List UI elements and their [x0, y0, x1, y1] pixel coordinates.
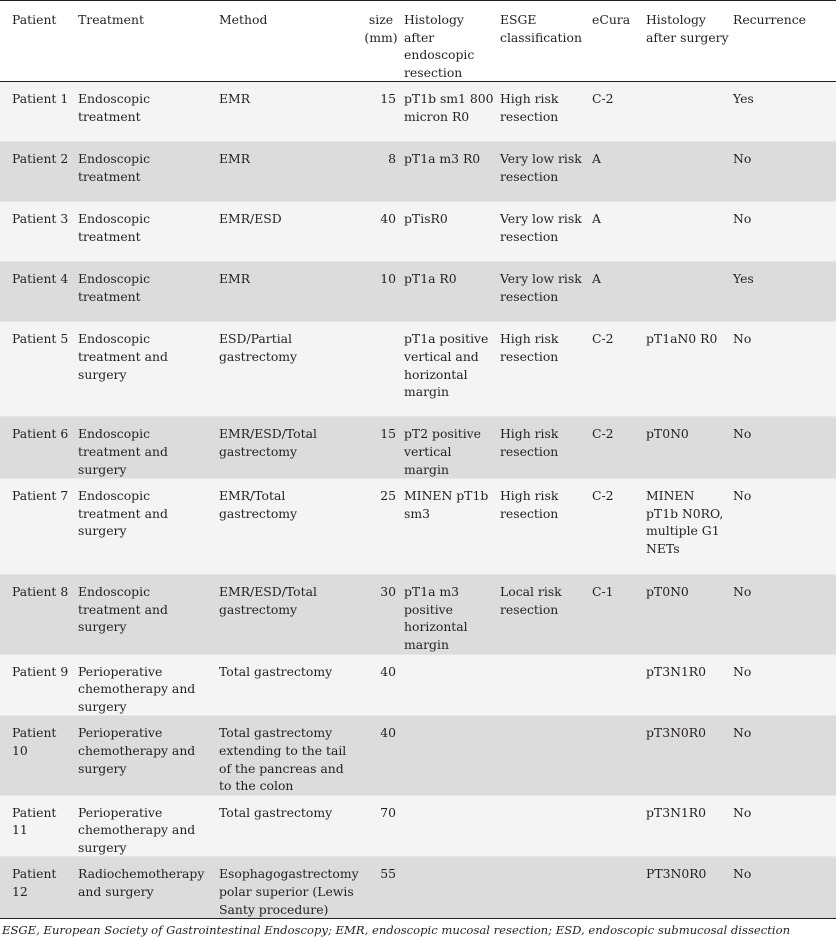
cell-treatment: Endoscopic treatment and surgery — [78, 584, 168, 635]
cell-size: 40 — [380, 663, 396, 679]
cell-histology-endoscopic: pT1a m3 R0 — [404, 151, 481, 167]
cell-patient: Patient 4 — [12, 271, 69, 287]
table-row — [0, 479, 836, 575]
table-row — [0, 575, 836, 654]
cell-size: 25 — [380, 488, 396, 504]
cell-method: Total gastrectomy — [219, 663, 333, 679]
header-method: Method — [219, 12, 268, 27]
cell-ecura: A — [592, 271, 601, 287]
cell-histology-endoscopic: pT1a R0 — [404, 271, 457, 287]
cell-size: 70 — [380, 804, 396, 820]
cell-esge-classification: High risk resection — [500, 331, 559, 364]
header-esge-classification: ESGE classification — [500, 12, 582, 45]
cell-histology-endoscopic: pTisR0 — [404, 211, 448, 227]
cell-ecura: C-2 — [592, 91, 614, 107]
cell-ecura: C-1 — [592, 584, 614, 600]
cell-treatment: Radiochemotherapy and surgery — [78, 866, 205, 900]
cell-method: Total gastrectomy — [219, 804, 333, 820]
cell-patient: Patient 8 — [12, 584, 69, 600]
cell-histology-surgery: pT3N1R0 — [646, 804, 707, 820]
cell-histology-endoscopic: pT1a m3 positive horizontal margin — [404, 584, 468, 652]
cell-ecura — [592, 654, 646, 716]
cell-histology-surgery — [646, 142, 733, 202]
cell-treatment: Endoscopic treatment — [78, 271, 151, 304]
cell-recurrence: No — [733, 584, 752, 600]
cell-ecura — [592, 795, 646, 857]
cell-ecura: C-2 — [592, 426, 614, 442]
cell-patient: Patient 7 — [12, 488, 69, 504]
header-recurrence: Recurrence — [733, 12, 807, 27]
cell-size: 15 — [380, 426, 396, 442]
cell-histology-surgery: PT3N0R0 — [646, 866, 707, 882]
cell-patient: Patient 2 — [12, 151, 69, 167]
cell-ecura — [592, 716, 646, 795]
cell-size: 40 — [380, 725, 396, 741]
cell-method: EMR — [219, 151, 251, 167]
table-row — [0, 82, 836, 142]
cell-size: 10 — [380, 271, 396, 287]
cell-histology-surgery: pT1aN0 R0 — [646, 331, 718, 347]
header-ecura: eCura — [592, 12, 631, 27]
cell-patient: Patient 5 — [12, 331, 69, 347]
cell-treatment: Endoscopic treatment and surgery — [78, 488, 168, 539]
cell-histology-surgery: pT3N1R0 — [646, 663, 707, 679]
cell-esge-classification: High risk resection — [500, 488, 559, 521]
cell-method: EMR/ESD/Total gastrectomy — [219, 426, 317, 459]
header-histology-surgery: Histology after surgery — [646, 12, 729, 45]
cell-method: EMR/ESD — [219, 211, 282, 227]
cell-method: EMR — [219, 271, 251, 287]
cell-esge-classification — [500, 716, 592, 795]
cell-size: 30 — [380, 584, 396, 600]
cell-patient: Patient 1 — [12, 91, 69, 107]
table-row — [0, 142, 836, 202]
cell-method: Total gastrectomy extending to the tail of the pancreas and to the colon — [219, 725, 347, 794]
table-row — [0, 716, 836, 795]
cell-ecura — [592, 857, 646, 919]
cell-method: Esophagogastrectomy polar superior (Lewis Santy procedure) — [219, 866, 359, 917]
header-size: size (mm) — [364, 12, 398, 45]
header-histology-endoscopic: Histology after endoscopic resection — [404, 12, 475, 80]
table-row — [0, 202, 836, 262]
cell-recurrence: Yes — [733, 91, 754, 107]
cell-recurrence: No — [733, 151, 752, 167]
cell-treatment: Perioperative chemotherapy and surgery — [78, 804, 196, 855]
cell-method: EMR — [219, 91, 251, 107]
table-row — [0, 654, 836, 716]
cell-treatment: Endoscopic treatment — [78, 91, 151, 124]
cell-size: 55 — [380, 866, 396, 882]
cell-patient: Patient 9 — [12, 663, 69, 679]
cell-size — [364, 322, 404, 417]
cell-treatment: Endoscopic treatment — [78, 151, 151, 184]
cell-ecura: A — [592, 151, 601, 167]
cell-histology-surgery: pT3N0R0 — [646, 725, 707, 741]
cell-histology-surgery: MINEN pT1b N0RO, multiple G1 NETs — [646, 488, 724, 556]
cell-size: 8 — [388, 151, 396, 167]
cell-histology-endoscopic: pT1a positive vertical and horizontal margin — [404, 331, 489, 400]
cell-recurrence: No — [733, 663, 752, 679]
header-patient: Patient — [12, 12, 57, 27]
table-body — [0, 82, 836, 919]
cell-esge-classification: Very low risk resection — [500, 211, 582, 244]
cell-recurrence: No — [733, 804, 752, 820]
cell-esge-classification — [500, 654, 592, 716]
cell-recurrence: No — [733, 426, 752, 442]
cell-treatment: Endoscopic treatment and surgery — [78, 426, 168, 477]
table-row — [0, 795, 836, 857]
cell-patient: Patient 11 — [12, 804, 57, 838]
cell-esge-classification — [500, 857, 592, 919]
cell-recurrence: No — [733, 211, 752, 227]
cell-recurrence: No — [733, 488, 752, 504]
cell-patient: Patient 6 — [12, 426, 69, 442]
cell-recurrence: No — [733, 331, 752, 347]
cell-ecura: C-2 — [592, 331, 614, 347]
cell-histology-endoscopic — [404, 795, 500, 857]
cell-recurrence: No — [733, 866, 752, 882]
table-row — [0, 417, 836, 479]
cell-size: 40 — [380, 211, 396, 227]
cell-esge-classification: Very low risk resection — [500, 151, 582, 184]
cell-method: EMR/Total gastrectomy — [219, 488, 298, 521]
cell-esge-classification: High risk resection — [500, 426, 559, 459]
cell-histology-surgery — [646, 262, 733, 322]
cell-histology-endoscopic: pT1b sm1 800 micron R0 — [404, 91, 494, 124]
cell-method: ESD/Partial gastrectomy — [219, 331, 298, 364]
cell-histology-endoscopic: MINEN pT1b sm3 — [404, 488, 489, 521]
cell-histology-surgery — [646, 82, 733, 142]
cell-histology-endoscopic — [404, 654, 500, 716]
cell-histology-endoscopic: pT2 positive vertical margin — [404, 426, 482, 477]
cell-histology-surgery: pT0N0 — [646, 426, 689, 442]
table-row — [0, 262, 836, 322]
cell-ecura: C-2 — [592, 488, 614, 504]
cell-histology-surgery: pT0N0 — [646, 584, 689, 600]
cell-esge-classification: Local risk resection — [500, 584, 562, 617]
cell-recurrence: Yes — [733, 271, 754, 287]
cell-method: EMR/ESD/Total gastrectomy — [219, 584, 317, 617]
cell-patient: Patient 3 — [12, 211, 69, 227]
cell-patient: Patient 12 — [12, 866, 57, 900]
cell-treatment: Endoscopic treatment — [78, 211, 151, 244]
header-treatment: Treatment — [78, 12, 144, 27]
table-row — [0, 322, 836, 417]
cell-esge-classification: Very low risk resection — [500, 271, 582, 304]
cell-ecura: A — [592, 211, 601, 227]
cell-treatment: Perioperative chemotherapy and surgery — [78, 725, 196, 776]
cell-esge-classification — [500, 795, 592, 857]
cell-histology-surgery — [646, 202, 733, 262]
cell-esge-classification: High risk resection — [500, 91, 559, 124]
header-row — [0, 1, 836, 82]
cell-recurrence: No — [733, 725, 752, 741]
cell-treatment: Endoscopic treatment and surgery — [78, 331, 168, 382]
cell-size: 15 — [380, 91, 396, 107]
cell-patient: Patient 10 — [12, 725, 57, 758]
table-footnote: ESGE, European Society of Gastrointestinal Endoscopy; EMR, endoscopic mucosal resection; ESD, endoscopic submucosal dissection — [2, 923, 791, 937]
cell-treatment: Perioperative chemotherapy and surgery — [78, 663, 196, 714]
cell-histology-endoscopic — [404, 857, 500, 919]
table-row — [0, 857, 836, 919]
cell-histology-endoscopic — [404, 716, 500, 795]
